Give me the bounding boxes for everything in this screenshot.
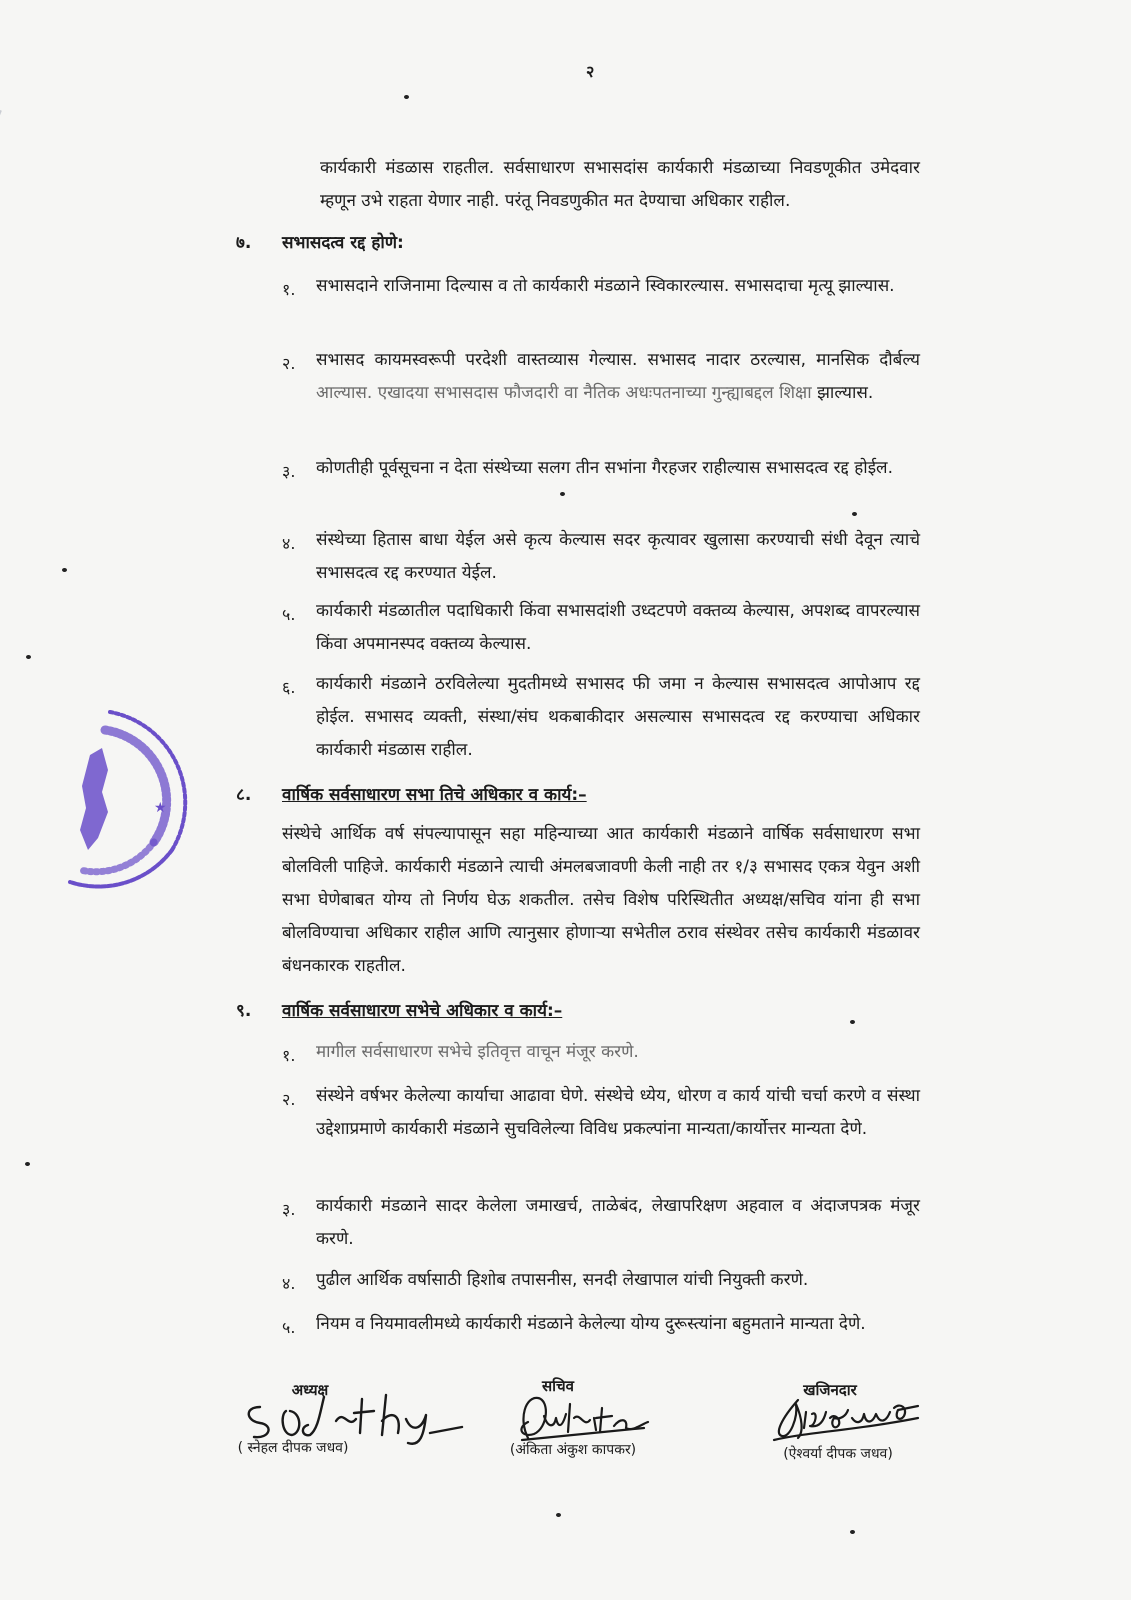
section-9-heading: वार्षिक सर्वसाधारण सभेचे अधिकार व कार्य:– xyxy=(282,1001,563,1021)
sec7-item-number: ५. xyxy=(282,605,296,624)
page-number: २ xyxy=(586,62,595,81)
president-signature xyxy=(240,1385,470,1445)
treasurer-role-label: खजिनदार xyxy=(803,1381,857,1399)
scan-speck xyxy=(62,568,67,572)
sec9-item-text: कार्यकारी मंडळाने सादर केलेला जमाखर्च, ताळेबंद, लेखापरिक्षण अहवाल व अंदाजपत्रक मंजूर करणे. xyxy=(316,1196,920,1249)
sec7-item-text: कार्यकारी मंडळातील पदाधिकारी किंवा सभासदांशी उध्दटपणे वक्तव्य केल्यास, अपशब्द वापरल्यास किंवा अपमानस्पद वक्तव्य केल्यास. xyxy=(316,601,920,654)
sec9-item-number: १. xyxy=(282,1046,296,1065)
sec9-item-text: संस्थेने वर्षभर केलेल्या कार्याचा आढावा घेणे. संस्थेचे ध्येय, धोरण व कार्य यांची चर्चा करणे व संस्था उद्देशाप्रमाणे कार्यकारी मंडळाने सुचविलेल्या विविध प्रकल्पांना मान्यता/कार्योत्तर मान्यता देणे. xyxy=(316,1086,920,1139)
sec9-item-text: मागील सर्वसाधारण सभेचे इतिवृत्त वाचून मंजूर करणे. xyxy=(316,1042,639,1062)
sec7-item-number: ६. xyxy=(282,678,296,697)
secretary-signature xyxy=(508,1388,658,1448)
organization-seal-stamp xyxy=(50,700,190,890)
sec9-item-text: नियम व नियमावलीमध्ये कार्यकारी मंडळाने केलेल्या योग्य दुरूस्त्यांना बहुमताने मान्यता देणे. xyxy=(316,1314,866,1334)
scan-speck xyxy=(850,1530,855,1534)
section-9-number: ९. xyxy=(236,1001,252,1021)
secretary-role-label: सचिव xyxy=(542,1377,574,1395)
sec9-item-number: ३. xyxy=(282,1200,296,1219)
treasurer-name: (ऐश्वर्या दीपक जधव) xyxy=(783,1446,893,1462)
section-7-number: ७. xyxy=(236,233,252,253)
scan-edge-line xyxy=(0,110,2,296)
scan-speck xyxy=(852,512,857,516)
scan-speck xyxy=(26,655,31,659)
secretary-name: (अंकिता अंकुश कापकर) xyxy=(509,1442,637,1458)
sec7-item-text: कार्यकारी मंडळाने ठरविलेल्या मुदतीमध्ये सभासद फी जमा न केल्यास सभासदत्व आपोआप रद्द होईल. सभासद व्यक्ती, संस्था/संघ थकबाकीदार असल्यास सभासदत्व रद्द करण्याचा अधिकार कार्यकारी मंडळास राहील. xyxy=(316,674,920,760)
sec9-item-number: २. xyxy=(282,1090,296,1109)
sec7-item-text: सभासदाने राजिनामा दिल्यास व तो कार्यकारी मंडळाने स्विकारल्यास. सभासदाचा मृत्यू झाल्यास. xyxy=(316,276,895,296)
scan-speck xyxy=(556,1513,561,1517)
sec7-item-text xyxy=(316,344,920,410)
sec7-item-number: २. xyxy=(282,354,296,373)
president-name: ( स्नेहल दीपक जधव) xyxy=(237,1440,349,1456)
sec7-item-number: ४. xyxy=(282,534,296,553)
sec7-item-text: संस्थेच्या हितास बाधा येईल असे कृत्य केल्यास सदर कृत्यावर खुलासा करण्याची संधी देवून त्याचे सभासदत्व रद्द करण्यात येईल. xyxy=(316,530,920,583)
scan-speck xyxy=(404,95,409,99)
section-8-number: ८. xyxy=(236,785,252,805)
sec7-item-text: कोणतीही पूर्वसूचना न देता संस्थेच्या सलग तीन सभांना गैरहजर राहील्यास सभासदत्व रद्द होईल. xyxy=(316,458,893,478)
section-7-heading: सभासदत्व रद्द होणे: xyxy=(282,233,404,253)
sec7-item-number: ३. xyxy=(282,462,296,481)
scan-speck xyxy=(25,1162,30,1166)
treasurer-signature xyxy=(768,1388,928,1444)
sec7-item-number: १. xyxy=(282,280,296,299)
sec9-item-number: ५. xyxy=(282,1318,296,1337)
intro-paragraph: कार्यकारी मंडळास राहतील. सर्वसाधारण सभासदांस कार्यकारी मंडळाच्या निवडणूकीत उमेदवार म्हणून उभे राहता येणार नाही. परंतू निवडणुकीत मत देण्याचा अधिकार राहील. xyxy=(320,158,920,211)
sec7-item2-line1: सभासद कायमस्वरूपी परदेशी वास्तव्यास गेल्यास. सभासद नादार ठरल्यास, मानसिक दौर्बल्य xyxy=(316,350,920,370)
sec7-item2-line3: झाल्यास. xyxy=(817,383,874,403)
sec9-item-text: पुढील आर्थिक वर्षासाठी हिशोब तपासनीस, सनदी लेखापाल यांची नियुक्ती करणे. xyxy=(316,1270,809,1290)
svg-text:★: ★ xyxy=(154,800,167,816)
section-8-body: संस्थेचे आर्थिक वर्ष संपल्यापासून सहा महिन्याच्या आत कार्यकारी मंडळाने वार्षिक सर्वसाधारण सभा बोलविली पाहिजे. कार्यकारी मंडळाने त्याची अंमलबजावणी केली नाही तर १/३ सभासद एकत्र येवुन अशी सभा घेणेबाबत योग्य तो निर्णय घेऊ शकतील. तसेच विशेष परिस्थितीत अध्यक्ष/सचिव यांना ही सभा बोलविण्याचा अधिकार राहील आणि त्यानुसार होणाऱ्या सभेतील ठराव संस्थेवर तसेच कार्यकारी मंडळावर बंधनकारक राहतील. xyxy=(282,824,920,976)
president-role-label: अध्यक्ष xyxy=(291,1381,329,1399)
sec9-item-number: ४. xyxy=(282,1274,296,1293)
scan-speck xyxy=(560,492,565,496)
section-8-heading: वार्षिक सर्वसाधारण सभा तिचे अधिकार व कार्य:– xyxy=(282,785,587,805)
scan-speck xyxy=(850,1020,855,1024)
sec7-item2-line2: आल्यास. एखादया सभासदास फौजदारी वा नैतिक अधःपतनाच्या गुन्ह्याबद्दल शिक्षा xyxy=(316,383,812,403)
